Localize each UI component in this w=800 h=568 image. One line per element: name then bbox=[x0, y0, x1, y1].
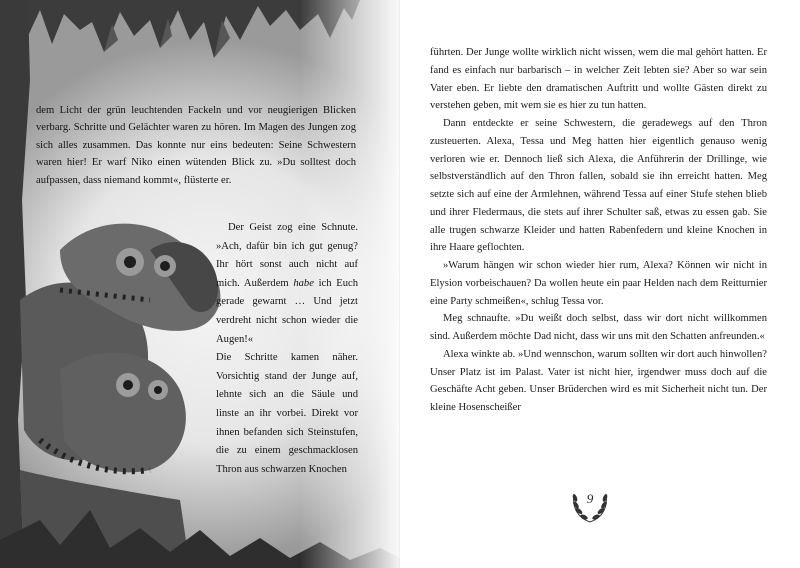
emphasis: habe bbox=[293, 277, 314, 289]
paragraph: Die Schritte kamen näher. Vorsichtig stand der Junge auf, lehnte sich an die Säule und linste an ihr vorbei. Direkt vor ihnen befanden sich Steinstufen, die zu einem geschmacklosen Thron aus schwarzen Knochen bbox=[216, 352, 358, 475]
right-text-block bbox=[430, 44, 767, 417]
page-number: 9 bbox=[586, 491, 594, 506]
left-narrow-column bbox=[216, 219, 358, 479]
page-number-ornament bbox=[568, 482, 612, 526]
left-top-paragraph bbox=[36, 102, 356, 189]
paragraph: führten. Der Junge wollte wirklich nicht wissen, wem die mal gehört hatten. Er fand es einfach nur barbarisch – in welcher Zeit lebten sie? Aber so war sein Vater eben. Er liebte den dramatischen Auftritt und wollte Gästen direkt zu verstehen geben, mit wem sie es hier zu tun hatten. bbox=[430, 47, 767, 112]
paragraph: Der Geist zog eine Schnute. »Ach, dafür bin ich gut genug? Ihr hört sonst auch nicht auf mich. Außerdem habe ich Euch gerade gewarnt … Und jetzt verdreht nicht schon wieder die Augen!« bbox=[216, 222, 358, 345]
paragraph: »Warum hängen wir schon wieder hier rum, Alexa? Können wir nicht in Elysion vorbeischauen? Da wollen heute ein paar Helden nach dem Reitturnier eine Party schmeißen«, schlug Tessa vor. bbox=[430, 260, 767, 307]
paragraph: Meg schnaufte. »Du weißt doch selbst, dass wir dort nicht willkommen sind. Außerdem möchte Dad nicht, dass wir uns mit den Schatten anfreunden.« bbox=[430, 313, 767, 342]
paragraph: dem Licht der grün leuchtenden Fackeln und vor neugierigen Blicken verbarg. Schritte und Gelächter waren zu hören. Im Magen des Jungen zog sich alles zusammen. Das konnte nur eins bedeuten: Seine Schwestern waren hier! Er warf Niko einen wütenden Blick zu. »Du solltest doch aufpassen, dass niemand kommt«, flüsterte er. bbox=[36, 105, 356, 186]
right-page bbox=[400, 0, 800, 568]
paragraph: Alexa winkte ab. »Und wennschon, warum sollten wir dort auch hinwollen? Unser Platz ist im Palast. Vater ist nicht hier, irgendwer muss doch auf die Geschäfte Acht geben. Unser Brüderchen wird es mit Sicherheit nicht tun. Der kleine Hosenscheißer bbox=[430, 348, 767, 413]
paragraph: Dann entdeckte er seine Schwestern, die geradewegs auf den Thron zusteuerten. Alexa, Tessa und Meg hatten hier eigentlich genauso wenig verloren wie er. Dennoch ließ sich Alexa, die Anführerin der Drillinge, wie selbstverständlich auf den Thron fallen, sobald sie ihn erreicht hatten. Meg setzte sich auf eine der Armlehnen, während Tessa auf einer Stufe stehen blieb und ihrer Fledermaus, die stets auf ihrer Schulter saß, etwas zu essen gab. Sie alle trugen schwarze Kleider und hatten Rabenfedern und kleine Knochen in ihre Haare geflochten. bbox=[430, 118, 767, 254]
